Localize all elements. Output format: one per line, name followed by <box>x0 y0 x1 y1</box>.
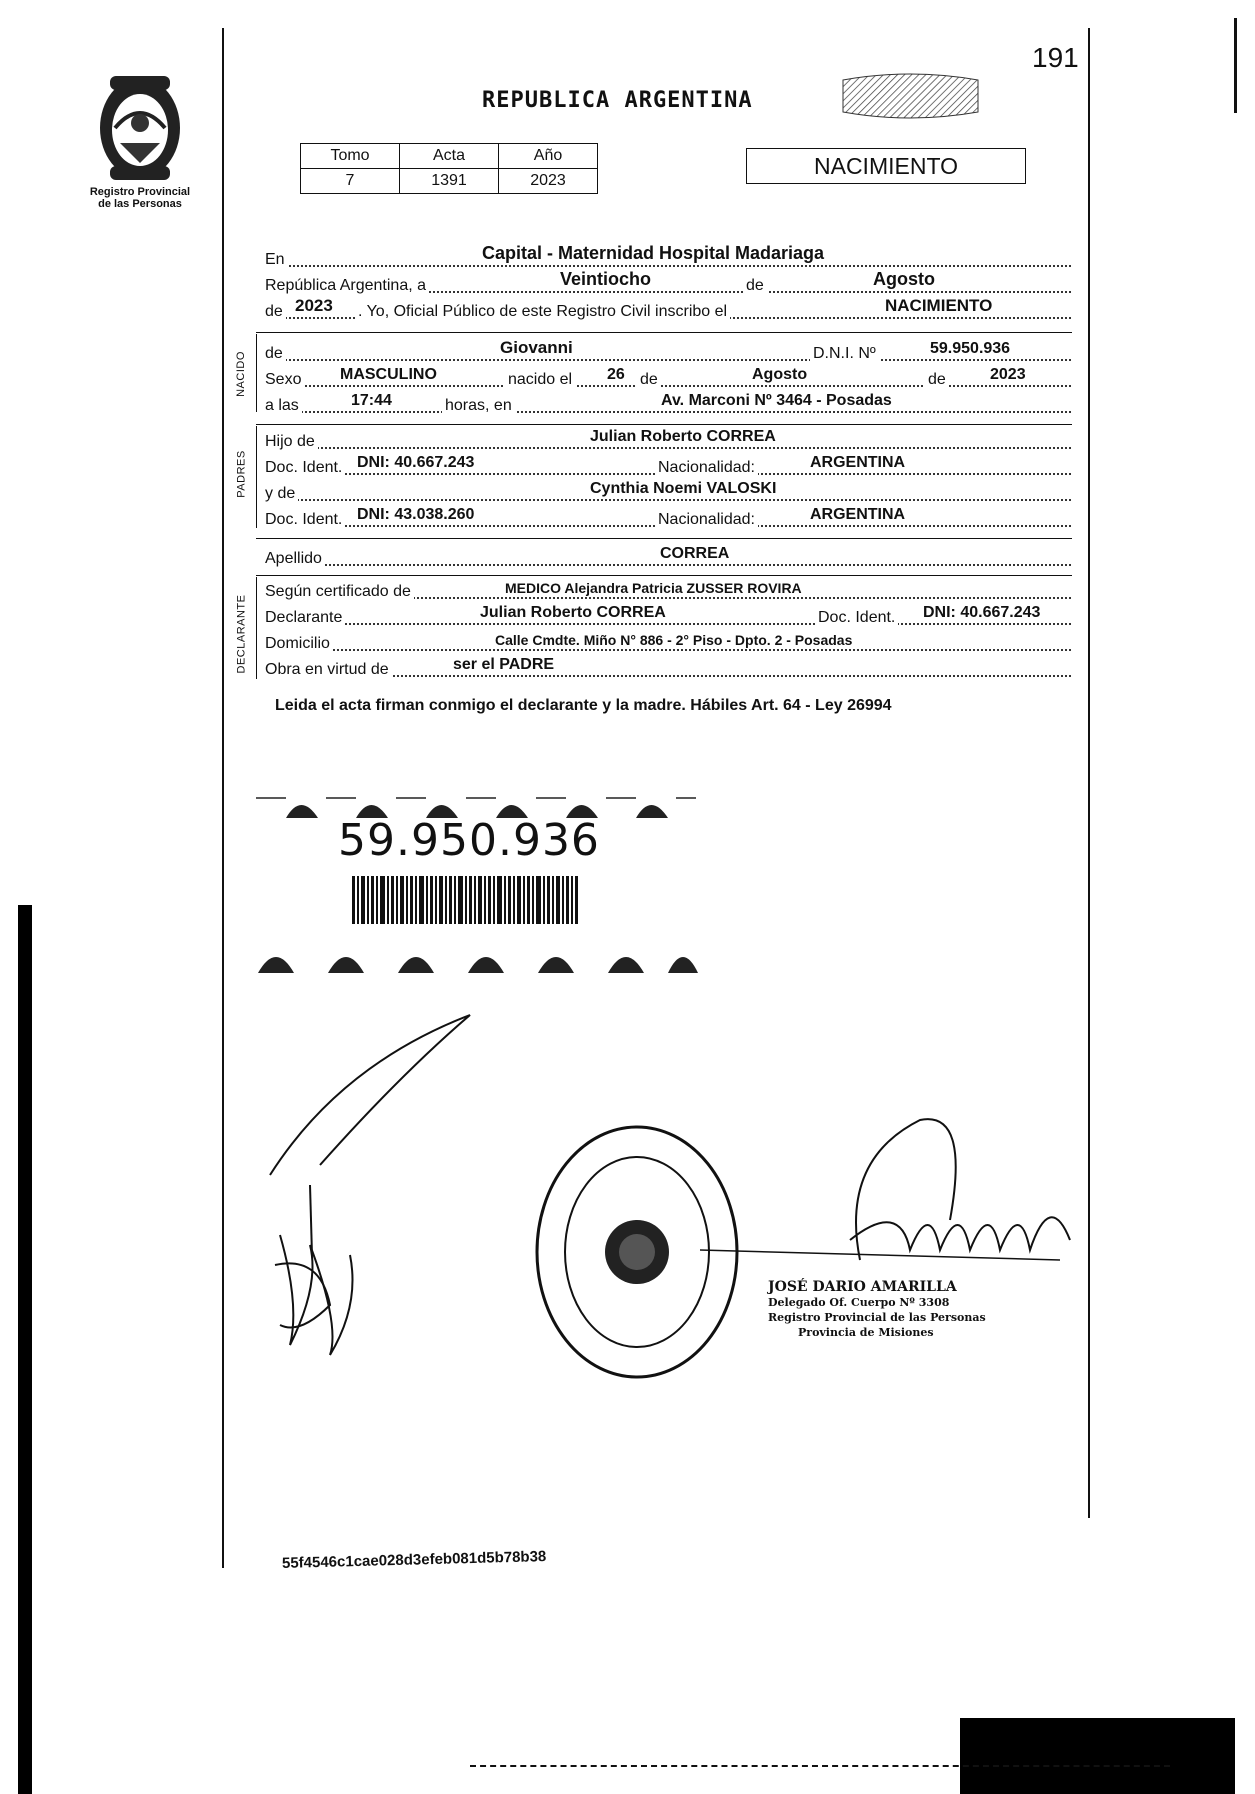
year-value: 2023 <box>295 296 333 315</box>
nacido-el-label: nacido el <box>505 371 575 389</box>
row-obra <box>265 656 1071 680</box>
official-signature <box>700 1100 1080 1305</box>
obra-value: ser el PADRE <box>453 656 555 673</box>
act-value: NACIMIENTO <box>885 296 993 315</box>
page-number: 191 <box>1032 42 1079 73</box>
horas-label: horas, en <box>442 397 515 415</box>
sexo-value: MASCULINO <box>340 366 437 383</box>
scan-shadow-bottom <box>960 1718 1235 1794</box>
tomo-value: 7 <box>301 169 400 194</box>
closing-note: Leida el acta firman conmigo el declarante y la madre. Hábiles Art. 64 - Ley 26994 <box>275 697 892 714</box>
scan-shadow-left <box>18 905 32 1794</box>
certificado-value: MEDICO Alejandra Patricia ZUSSER ROVIRA <box>505 580 802 596</box>
declarante-label: Declarante <box>265 609 345 627</box>
father-doc-label: Doc. Ident. <box>265 459 345 477</box>
logo-caption-line1: Registro Provincial <box>89 186 191 198</box>
day-value: Veintiocho <box>560 269 652 289</box>
apellido-label: Apellido <box>265 550 325 568</box>
padres-bracket <box>256 426 257 528</box>
birth-year-value: 2023 <box>990 366 1026 383</box>
declarante-sep <box>256 575 1072 576</box>
y-de-label: y de <box>265 485 298 503</box>
document-type-box: NACIMIENTO <box>746 148 1026 184</box>
provincial-seal-logo <box>85 68 195 191</box>
father-nac-label: Nacionalidad: <box>655 459 758 477</box>
republica-label: República Argentina, a <box>265 277 429 295</box>
declarante-doc-value: DNI: 40.667.243 <box>923 604 1041 621</box>
coat-of-arms-icon <box>85 68 195 186</box>
mother-nat-value: ARGENTINA <box>810 506 906 523</box>
domicilio-value: Calle Cmdte. Miño N° 886 - 2° Piso - Dpto. 2 - Posadas <box>495 632 853 648</box>
registry-table <box>300 143 598 194</box>
official-line2: Delegado Of. Cuerpo Nº 3308 <box>768 1296 950 1309</box>
domicilio-label: Domicilio <box>265 635 333 653</box>
apellido-sep <box>256 538 1072 539</box>
nacido-section-label: NACIDO <box>234 351 247 397</box>
apellido-value: CORREA <box>660 545 730 562</box>
hijo-label: Hijo de <box>265 433 318 451</box>
row-padre <box>265 428 1071 452</box>
birth-day-value: 26 <box>607 366 625 383</box>
row-hora <box>265 392 1071 416</box>
barcode <box>352 876 578 929</box>
official-block <box>768 1280 986 1340</box>
declarante-value: Julian Roberto CORREA <box>480 604 666 621</box>
security-hologram <box>838 70 983 122</box>
mother-name-value: Cynthia Noemi VALOSKI <box>590 480 777 497</box>
birth-de2-label: de <box>925 371 949 389</box>
nacido-bracket <box>256 334 257 412</box>
en-label: En <box>265 251 288 269</box>
padres-sep <box>256 424 1072 425</box>
bottom-dashed-line <box>470 1765 1170 1767</box>
row-apellido <box>265 545 1071 569</box>
nombre-de-label: de <box>265 345 286 363</box>
document-hash: 55f4546c1cae028d3efeb081d5b78b38 <box>281 1548 547 1572</box>
father-nat-value: ARGENTINA <box>810 454 906 471</box>
birth-de-label: de <box>637 371 661 389</box>
father-doc-value: DNI: 40.667.243 <box>357 454 475 471</box>
scan-edge-line <box>1234 18 1237 113</box>
row-sexo <box>265 366 1071 390</box>
mother-doc-value: DNI: 43.038.260 <box>357 506 475 523</box>
row-declarante <box>265 604 1071 628</box>
row-madre <box>265 480 1071 504</box>
page-title: REPUBLICA ARGENTINA <box>482 88 753 113</box>
declarante-doc-label: Doc. Ident. <box>815 609 898 627</box>
ornament-bottom <box>258 935 698 980</box>
oficial-text: . Yo, Oficial Público de este Registro Civil inscribo el <box>355 303 730 321</box>
obra-label: Obra en virtud de <box>265 661 392 679</box>
right-margin-line <box>1088 28 1090 1518</box>
official-line3: Registro Provincial de las Personas <box>768 1311 986 1324</box>
place-value: Capital - Maternidad Hospital Madariaga <box>482 243 825 263</box>
birth-month-value: Agosto <box>752 366 808 383</box>
declarante-section-label: DECLARANTE <box>235 594 248 674</box>
logo-caption-line2: de las Personas <box>98 198 182 210</box>
birth-place-value: Av. Marconi Nº 3464 - Posadas <box>661 392 892 409</box>
sexo-label: Sexo <box>265 371 304 389</box>
row-madre-doc <box>265 506 1071 530</box>
barcode-number: 59.950.936 <box>338 815 600 866</box>
certificado-label: Según certificado de <box>265 583 414 601</box>
dni-value: 59.950.936 <box>930 340 1011 357</box>
tomo-header: Tomo <box>301 144 400 169</box>
mother-doc-label: Doc. Ident. <box>265 511 345 529</box>
row-republica <box>265 269 1071 296</box>
row-oficial <box>265 298 1071 322</box>
row-padre-doc <box>265 454 1071 478</box>
acta-value: 1391 <box>400 169 499 194</box>
nacido-sep <box>256 332 1072 333</box>
father-name-value: Julian Roberto CORREA <box>590 428 776 445</box>
row-en <box>265 243 1071 270</box>
month-value: Agosto <box>873 269 935 289</box>
de-label: de <box>743 277 767 295</box>
row-certificado <box>265 578 1071 602</box>
official-line4: Provincia de Misiones <box>798 1326 934 1339</box>
left-margin-line <box>222 28 224 1568</box>
time-value: 17:44 <box>351 392 392 409</box>
a-las-label: a las <box>265 397 302 415</box>
declarant-signature <box>260 1005 490 1370</box>
declarante-bracket <box>256 577 257 679</box>
official-name: JOSÉ DARIO AMARILLA <box>768 1279 957 1295</box>
row-nombre <box>265 340 1071 364</box>
anio-value: 2023 <box>499 169 598 194</box>
anio-header: Año <box>499 144 598 169</box>
dni-label: D.N.I. Nº <box>810 345 879 363</box>
padres-section-label: PADRES <box>235 450 248 498</box>
mother-nac-label: Nacionalidad: <box>655 511 758 529</box>
de2-label: de <box>265 303 286 321</box>
row-domicilio <box>265 630 1071 654</box>
logo-caption <box>80 186 200 210</box>
nombre-value: Giovanni <box>500 338 573 357</box>
acta-header: Acta <box>400 144 499 169</box>
